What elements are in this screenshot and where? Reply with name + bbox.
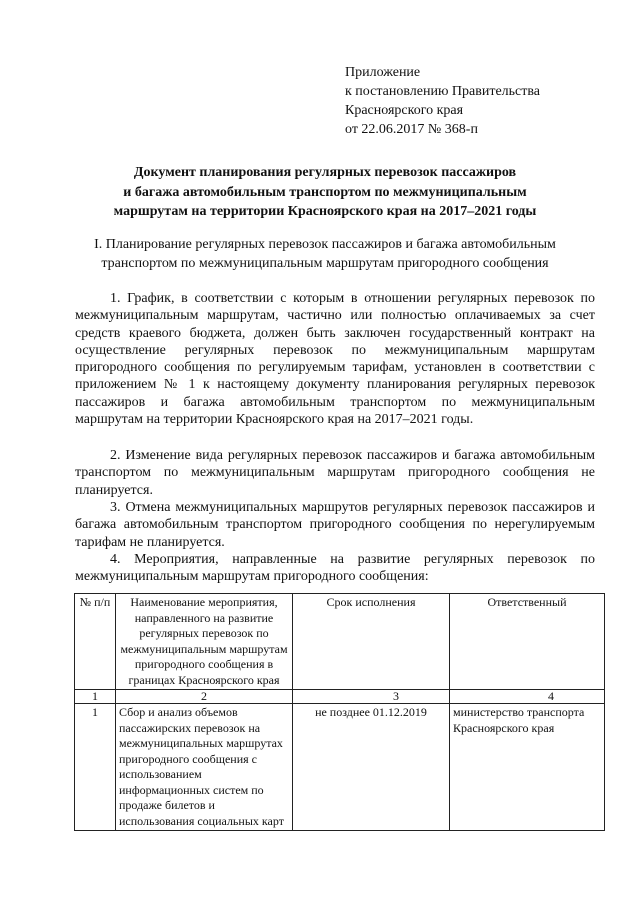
row-num: 1: [75, 704, 116, 831]
table-header-row: [75, 594, 605, 690]
header-num: № п/п: [75, 594, 116, 690]
paragraph-2: 2. Изменение вида регулярных перевозок пассажиров и багажа автомобильным транспортом по межмуниципальным маршрутам пригородного сообщения не планируется.: [75, 448, 595, 498]
section-line: I. Планирование регулярных перевозок пассажиров и багажа автомобильным: [94, 237, 556, 252]
row-deadline: не позднее 01.12.2019: [293, 704, 450, 831]
paragraph-1: 1. График, в соответствии с которым в отношении регулярных перевозок по межмуниципальным маршрутам, частично или полностью оплачиваемых за счет средств краевого бюджета, должен быть заключен государственный контракт на осуществление регулярных перевозок по межмуниципальным маршрутам пригородного сообщения по регулируемым тарифам, установлен в соответствии с приложением № 1 к настоящему документу планирования регулярных перевозок пассажиров и багажа автомобильным транспортом по межмуниципальным маршрутам на территории Красноярского края на 2017–2021 годы.: [75, 291, 595, 428]
document-title: [60, 163, 590, 222]
row-name: Сбор и анализ объемов пассажирских перевозок на межмуниципальных маршрутах пригородного сообщения с использованием информационных систем по продаже билетов и использования социальных карт: [116, 704, 293, 831]
appendix-line: от 22.06.2017 № 368-п: [345, 122, 478, 137]
section-line: транспортом по межмуниципальным маршрутам пригородного сообщения: [101, 256, 549, 271]
header-responsible: Ответственный: [450, 594, 605, 690]
column-numbers-row: [75, 690, 605, 704]
table-row: [75, 704, 605, 831]
paragraph-4: 4. Мероприятия, направленные на развитие регулярных перевозок по межмуниципальным маршрутам пригородного сообщения:: [75, 552, 595, 585]
column-number: 4: [450, 690, 605, 704]
header-name: Наименование мероприятия, направленного на развитие регулярных перевозок по межмуниципальным маршрутам пригородного сообщения в границах Красноярского края: [116, 594, 293, 690]
column-number: 3: [293, 690, 450, 704]
section-heading: [65, 235, 585, 273]
measures-table: [74, 593, 605, 831]
appendix-line: к постановлению Правительства: [345, 84, 541, 99]
column-number: 1: [75, 690, 116, 704]
column-number: 2: [116, 690, 293, 704]
row-responsible: министерство транспорта Красноярского края: [450, 704, 605, 831]
appendix-line: Красноярского края: [345, 103, 464, 118]
appendix-header: [345, 63, 540, 139]
title-line: и багажа автомобильным транспортом по межмуниципальным: [123, 184, 527, 200]
title-line: маршрутам на территории Красноярского края на 2017–2021 годы: [113, 204, 537, 219]
title-line: Документ планирования регулярных перевозок пассажиров: [133, 165, 517, 180]
header-deadline: Срок исполнения: [293, 594, 450, 690]
paragraph-3: 3. Отмена межмуниципальных маршрутов регулярных перевозок пассажиров и багажа автомобильным транспортом пригородного сообщения по нерегулируемым тарифам не планируется.: [75, 500, 595, 550]
appendix-line: Приложение: [345, 65, 421, 80]
